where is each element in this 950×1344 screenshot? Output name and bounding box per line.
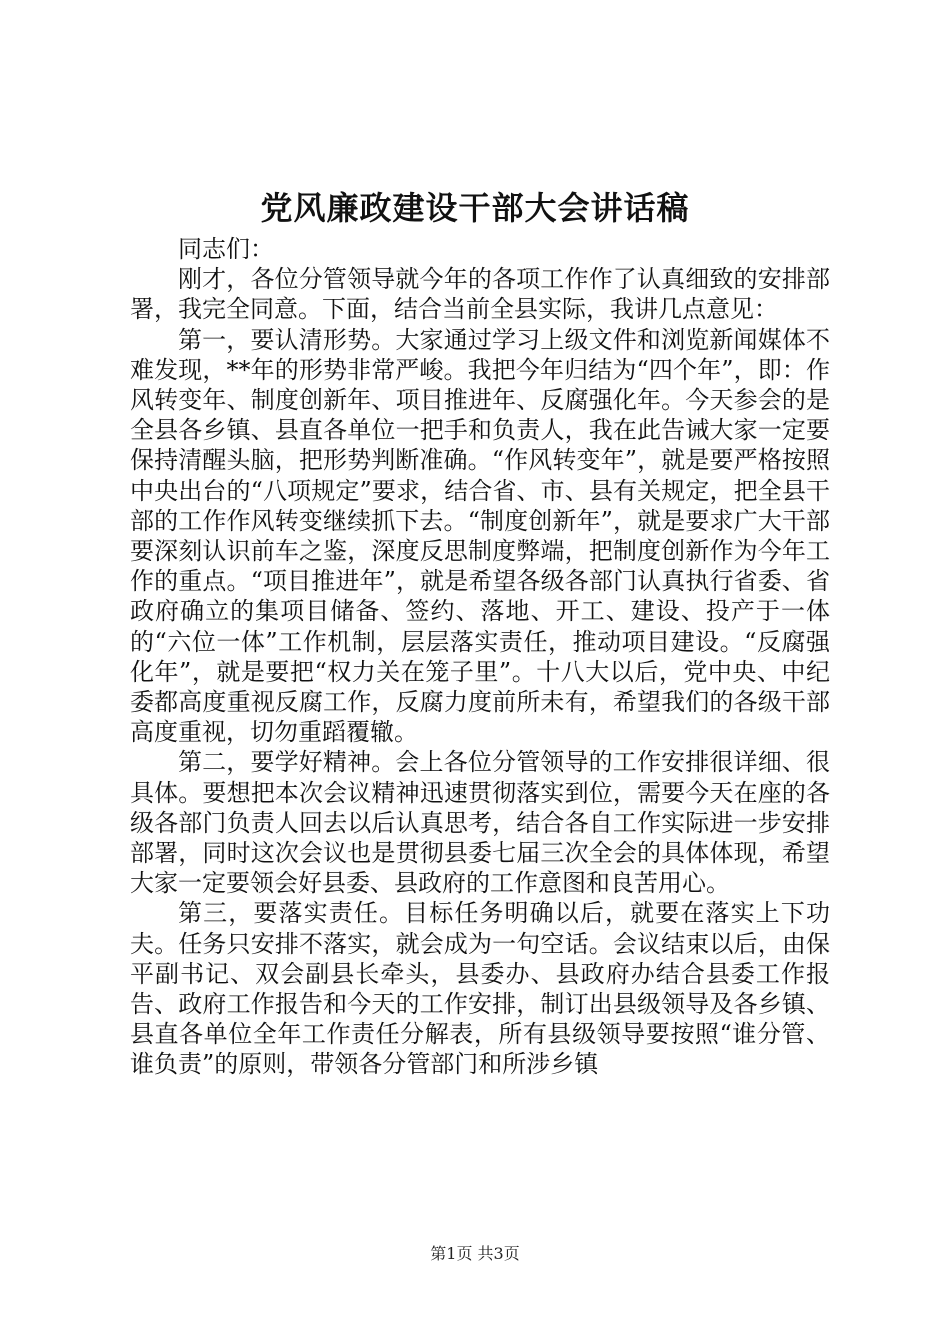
paragraph-first-point: 第一，要认清形势。大家通过学习上级文件和浏览新闻媒体不难发现，**年的形势非常严峻。我把今年归结为“四个年”，即：作风转变年、制度创新年、项目推进年、反腐强化年。今天参会的是全县各乡镇、县直各单位一把手和负责人，我在此告诫大家一定要保持清醒头脑，把形势判断准确。“作风转变年”，就是要严格按照中央出台的“八项规定”要求，结合省、市、县有关规定，把全县干部的工作作风转变继续抓下去。“制度创新年”，就是要求广大干部要深刻认识前车之鉴，深度反思制度弊端，把制度创新作为今年工作的重点。“项目推进年”，就是希望各级各部门认真执行省委、省政府确立的集项目储备、签约、落地、开工、建设、投产于一体的“六位一体”工作机制，层层落实责任，推动项目建设。“反腐强化年”，就是要把“权力关在笼子里”。十八大以后，党中央、中纪委都高度重视反腐工作，反腐力度前所未有，希望我们的各级干部高度重视，切勿重蹈覆辙。 [130, 325, 830, 747]
paragraph-second-point: 第二，要学好精神。会上各位分管领导的工作安排很详细、很具体。要想把本次会议精神迅速贯彻落实到位，需要今天在座的各级各部门负责人回去以后认真思考，结合各自工作实际进一步安排部署，同时这次会议也是贯彻县委七届三次全会的具体体现，希望大家一定要领会好县委、县政府的工作意图和良苦用心。 [130, 748, 830, 898]
paragraph-intro: 刚才，各位分管领导就今年的各项工作作了认真细致的安排部署，我完全同意。下面，结合当前全县实际，我讲几点意见： [130, 265, 830, 324]
paragraph-third-point: 第三，要落实责任。目标任务明确以后，就要在落实上下功夫。任务只安排不落实，就会成为一句空话。会议结束以后，由保平副书记、双会副县长牵头，县委办、县政府办结合县委工作报告、政府工作报告和今天的工作安排，制订出县级领导及各乡镇、县直各单位全年工作责任分解表，所有县级领导要按照“谁分管、谁负责”的原则，带领各分管部门和所涉乡镇 [130, 899, 830, 1079]
page-footer: 第1页 共3页 [430, 1244, 520, 1263]
paragraph-salutation: 同志们： [178, 235, 274, 263]
document-title: 党风廉政建设干部大会讲话稿 [260, 189, 690, 227]
document-body [130, 234, 830, 1080]
